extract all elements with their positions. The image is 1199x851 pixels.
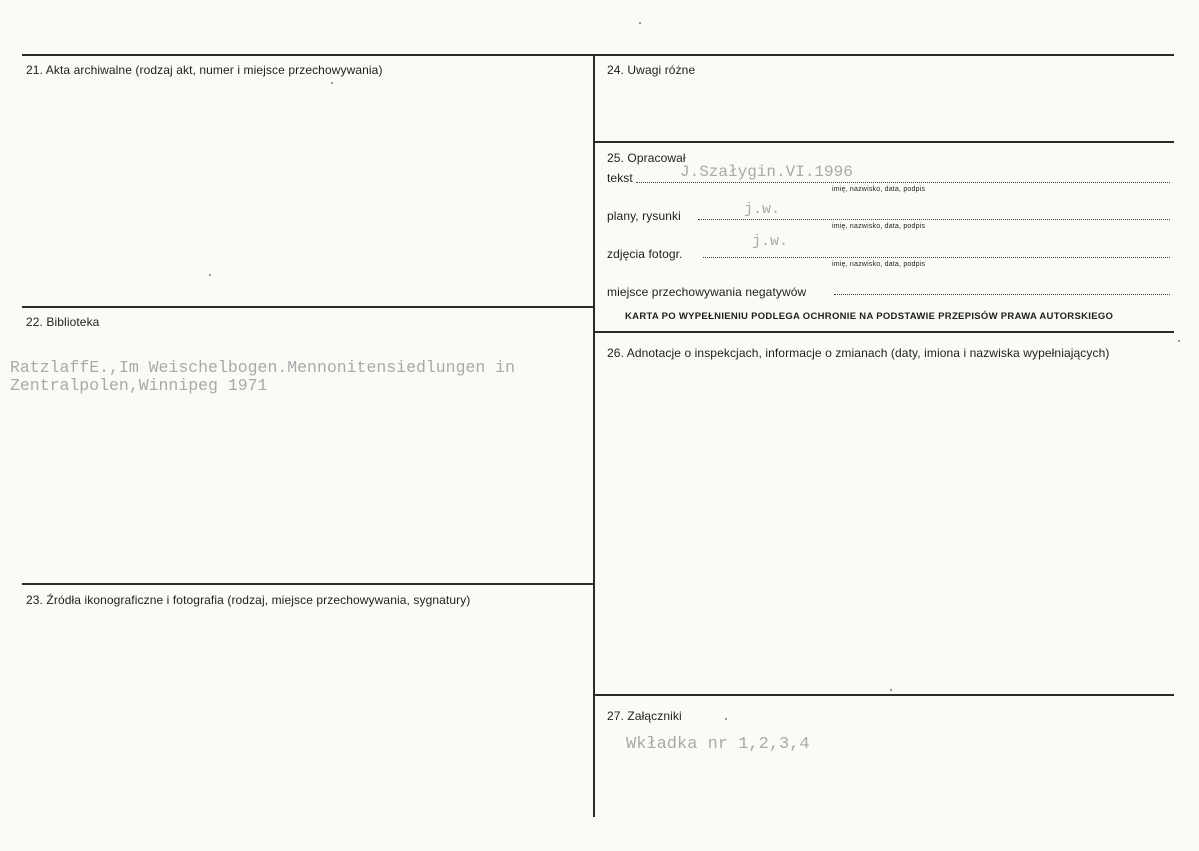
library-typed-line-2: Zentralpolen,Winnipeg 1971 [10, 376, 268, 395]
plans-row-label: plany, rysunki [607, 209, 681, 223]
text-row-value: J.Szałygin.VI.1996 [680, 163, 853, 181]
top-rule [22, 54, 1174, 56]
section-24-label: 24. Uwagi różne [607, 63, 696, 77]
plans-row-value: j.w. [744, 201, 781, 218]
library-typed-line-1: RatzlaffE.,Im Weischelbogen.Mennonitensiedlungen in [10, 358, 515, 377]
divider-22-23 [22, 583, 595, 585]
text-row-label: tekst [607, 171, 633, 185]
text-row-caption: imię, nazwisko, data, podpis [832, 186, 926, 193]
section-23-label: 23. Źródła ikonograficzne i fotografia (rodzaj, miejsce przechowywania, sygnatury) [26, 593, 471, 607]
center-divider [593, 54, 595, 817]
copyright-note: KARTA PO WYPEŁNIENIU PODLEGA OCHRONIE NA PODSTAWIE PRZEPISÓW PRAWA AUTORSKIEGO [625, 311, 1114, 322]
paper-speck [890, 689, 892, 691]
divider-24-25 [593, 141, 1174, 143]
paper-speck [725, 718, 727, 720]
section-21-label: 21. Akta archiwalne (rodzaj akt, numer i miejsce przechowywania) [26, 63, 383, 77]
negatives-line [834, 294, 1170, 295]
paper-speck [331, 82, 333, 84]
text-row-line [636, 182, 1170, 183]
paper-speck [1178, 340, 1180, 342]
paper-speck [209, 274, 211, 276]
photos-row-label: zdjęcia fotogr. [607, 247, 683, 261]
photos-row-value: j.w. [752, 233, 789, 250]
negatives-label: miejsce przechowywania negatywów [607, 285, 807, 299]
section-22-label: 22. Biblioteka [26, 315, 100, 329]
attachments-typed: Wkładka nr 1,2,3,4 [626, 735, 810, 754]
divider-26-27 [593, 694, 1174, 696]
divider-21-22 [22, 306, 595, 308]
photos-row-line [703, 257, 1170, 258]
plans-row-caption: imię, nazwisko, data, podpis [832, 223, 926, 230]
plans-row-line [698, 219, 1170, 220]
section-26-label: 26. Adnotacje o inspekcjach, informacje o zmianach (daty, imiona i nazwiska wypełniających) [607, 346, 1110, 360]
divider-25-26 [593, 331, 1174, 333]
section-25-label: 25. Opracował [607, 151, 686, 165]
photos-row-caption: imię, nazwisko, data, podpis [832, 261, 926, 268]
paper-speck [639, 22, 641, 24]
section-27-label: 27. Załączniki [607, 709, 682, 723]
